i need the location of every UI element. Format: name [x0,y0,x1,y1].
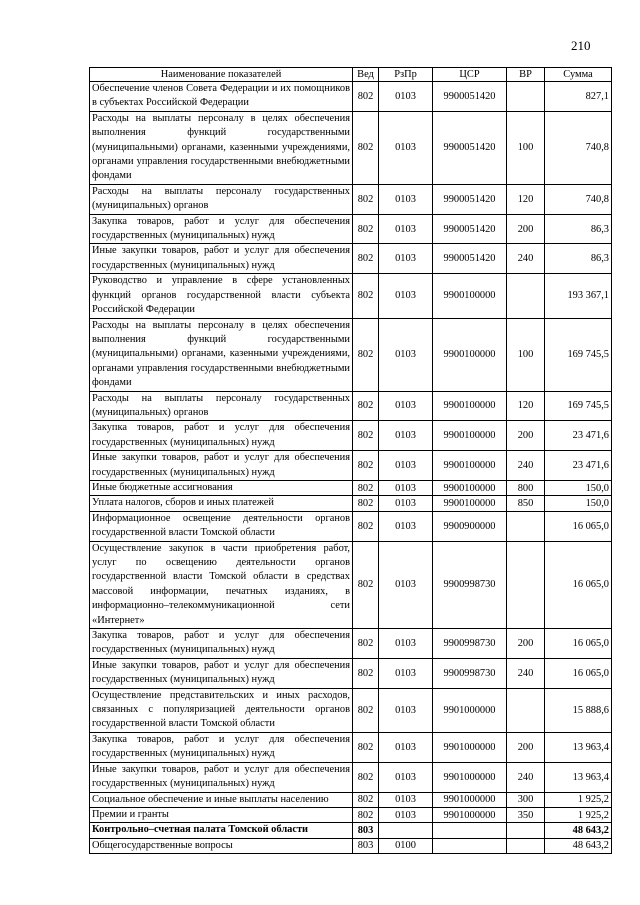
table-row [90,792,612,807]
cell-ved: 802 [353,391,379,421]
cell-csr: 9900100000 [433,318,507,391]
table-row [90,111,612,184]
cell-csr: 9900100000 [433,496,507,511]
cell-vr: 850 [507,496,545,511]
cell-ved: 802 [353,762,379,792]
table-header-row [90,68,612,82]
table-row [90,496,612,511]
cell-csr: 9900998730 [433,658,507,688]
cell-ved: 802 [353,244,379,274]
cell-ved: 802 [353,658,379,688]
cell-vr: 240 [507,451,545,481]
table-row [90,82,612,112]
cell-sum: 23 471,6 [545,451,612,481]
table-row [90,658,612,688]
cell-name: Расходы на выплаты персоналу в целях обеспечения выполнения функций государственными (муниципальными) органами, казенными учреждениями, органами управления государственными внебюджетными фондами [90,111,353,184]
cell-sum: 13 963,4 [545,732,612,762]
cell-csr: 9900100000 [433,391,507,421]
cell-vr: 200 [507,214,545,244]
cell-name: Социальное обеспечение и иные выплаты населению [90,792,353,807]
cell-sum: 1 925,2 [545,807,612,822]
cell-vr: 120 [507,391,545,421]
cell-sum: 827,1 [545,82,612,112]
cell-ved: 802 [353,688,379,732]
column-header-vr: ВР [507,68,545,82]
cell-rzpr: 0103 [379,274,433,318]
cell-csr: 9901000000 [433,688,507,732]
cell-vr: 200 [507,629,545,659]
column-header-sum: Сумма [545,68,612,82]
cell-ved: 802 [353,82,379,112]
table-row [90,807,612,822]
cell-ved: 802 [353,807,379,822]
cell-sum: 16 065,0 [545,629,612,659]
cell-name: Иные бюджетные ассигнования [90,480,353,495]
cell-rzpr: 0103 [379,244,433,274]
cell-sum: 86,3 [545,244,612,274]
cell-rzpr: 0103 [379,82,433,112]
page-number: 210 [571,38,591,53]
cell-sum: 23 471,6 [545,421,612,451]
cell-vr: 100 [507,318,545,391]
cell-name: Иные закупки товаров, работ и услуг для обеспечения государственных (муниципальных) нужд [90,658,353,688]
table-row [90,838,612,853]
cell-rzpr: 0103 [379,762,433,792]
cell-vr [507,823,545,838]
cell-ved: 802 [353,318,379,391]
cell-ved: 802 [353,792,379,807]
table-row [90,274,612,318]
cell-rzpr: 0103 [379,214,433,244]
cell-rzpr: 0103 [379,629,433,659]
cell-csr: 9900100000 [433,451,507,481]
cell-csr: 9900100000 [433,274,507,318]
cell-sum: 740,8 [545,111,612,184]
cell-rzpr: 0103 [379,111,433,184]
cell-name: Закупка товаров, работ и услуг для обеспечения государственных (муниципальных) нужд [90,214,353,244]
cell-name: Контрольно–счетная палата Томской области [90,823,353,838]
cell-csr: 9901000000 [433,792,507,807]
table-row [90,688,612,732]
cell-name: Уплата налогов, сборов и иных платежей [90,496,353,511]
cell-ved: 803 [353,823,379,838]
table-row [90,732,612,762]
column-header-rzpr: РзПр [379,68,433,82]
cell-ved: 802 [353,214,379,244]
cell-ved: 802 [353,496,379,511]
budget-table [89,67,612,854]
cell-name: Осуществление представительских и иных расходов, связанных с популяризацией деятельности органов государственной власти Томской области [90,688,353,732]
cell-vr: 120 [507,184,545,214]
cell-vr: 240 [507,658,545,688]
cell-sum: 1 925,2 [545,792,612,807]
cell-rzpr: 0103 [379,792,433,807]
cell-csr: 9900100000 [433,421,507,451]
cell-rzpr: 0103 [379,391,433,421]
table-row [90,823,612,838]
cell-rzpr: 0103 [379,451,433,481]
cell-sum: 86,3 [545,214,612,244]
cell-ved: 802 [353,629,379,659]
table-row [90,214,612,244]
cell-sum: 16 065,0 [545,658,612,688]
cell-name: Осуществление закупок в части приобретения работ, услуг по освещению деятельности органов государственной власти Томской области в средствах массовой информации, печатных изданиях, в информационно–телекоммуникационной сети «Интернет» [90,541,353,628]
cell-ved: 802 [353,421,379,451]
cell-csr [433,823,507,838]
table-row [90,511,612,541]
cell-rzpr: 0103 [379,184,433,214]
cell-sum: 48 643,2 [545,838,612,853]
cell-csr: 9901000000 [433,762,507,792]
cell-name: Обеспечение членов Совета Федерации и их помощников в субъектах Российской Федерации [90,82,353,112]
cell-ved: 802 [353,274,379,318]
column-header-csr: ЦСР [433,68,507,82]
cell-ved: 802 [353,111,379,184]
cell-sum: 150,0 [545,480,612,495]
cell-name: Иные закупки товаров, работ и услуг для обеспечения государственных (муниципальных) нужд [90,244,353,274]
cell-ved: 803 [353,838,379,853]
column-header-ved: Вед [353,68,379,82]
cell-sum: 13 963,4 [545,762,612,792]
cell-name: Информационное освещение деятельности органов государственной власти Томской области [90,511,353,541]
cell-sum: 48 643,2 [545,823,612,838]
cell-sum: 193 367,1 [545,274,612,318]
cell-rzpr [379,823,433,838]
cell-name: Расходы на выплаты персоналу государственных (муниципальных) органов [90,391,353,421]
cell-sum: 169 745,5 [545,391,612,421]
cell-rzpr: 0103 [379,318,433,391]
cell-csr: 9900051420 [433,244,507,274]
cell-sum: 169 745,5 [545,318,612,391]
cell-vr: 100 [507,111,545,184]
cell-sum: 16 065,0 [545,541,612,628]
cell-sum: 150,0 [545,496,612,511]
cell-rzpr: 0103 [379,511,433,541]
cell-csr [433,838,507,853]
cell-rzpr: 0103 [379,421,433,451]
cell-vr: 800 [507,480,545,495]
table-row [90,244,612,274]
table-row [90,184,612,214]
cell-name: Иные закупки товаров, работ и услуг для обеспечения государственных (муниципальных) нужд [90,451,353,481]
cell-name: Закупка товаров, работ и услуг для обеспечения государственных (муниципальных) нужд [90,421,353,451]
cell-rzpr: 0103 [379,658,433,688]
cell-vr [507,82,545,112]
table-row [90,391,612,421]
cell-csr: 9900051420 [433,111,507,184]
cell-rzpr: 0103 [379,541,433,628]
cell-vr [507,838,545,853]
cell-ved: 802 [353,541,379,628]
cell-ved: 802 [353,184,379,214]
cell-name: Расходы на выплаты персоналу в целях обеспечения выполнения функций государственными (муниципальными) органами, казенными учреждениями, органами управления государственными внебюджетными фондами [90,318,353,391]
cell-vr: 300 [507,792,545,807]
cell-vr [507,511,545,541]
cell-name: Руководство и управление в сфере установленных функций органов государственной власти субъекта Российской Федерации [90,274,353,318]
table-row [90,318,612,391]
cell-vr: 240 [507,762,545,792]
cell-csr: 9900900000 [433,511,507,541]
cell-name: Общегосударственные вопросы [90,838,353,853]
cell-sum: 15 888,6 [545,688,612,732]
cell-vr: 200 [507,732,545,762]
table-row [90,421,612,451]
cell-vr [507,688,545,732]
cell-csr: 9900051420 [433,214,507,244]
cell-rzpr: 0103 [379,807,433,822]
cell-csr: 9900051420 [433,82,507,112]
cell-rzpr: 0103 [379,480,433,495]
cell-csr: 9900051420 [433,184,507,214]
table-row [90,629,612,659]
cell-ved: 802 [353,480,379,495]
cell-rzpr: 0103 [379,732,433,762]
cell-ved: 802 [353,451,379,481]
cell-vr: 240 [507,244,545,274]
table-row [90,480,612,495]
column-header-name: Наименование показателей [90,68,353,82]
cell-name: Расходы на выплаты персоналу государственных (муниципальных) органов [90,184,353,214]
table-body [90,82,612,854]
cell-sum: 16 065,0 [545,511,612,541]
table-row [90,451,612,481]
cell-csr: 9900998730 [433,541,507,628]
cell-vr: 350 [507,807,545,822]
cell-csr: 9900100000 [433,480,507,495]
cell-vr [507,274,545,318]
cell-ved: 802 [353,732,379,762]
cell-name: Закупка товаров, работ и услуг для обеспечения государственных (муниципальных) нужд [90,629,353,659]
cell-name: Премии и гранты [90,807,353,822]
cell-sum: 740,8 [545,184,612,214]
cell-ved: 802 [353,511,379,541]
cell-csr: 9900998730 [433,629,507,659]
cell-rzpr: 0100 [379,838,433,853]
cell-vr: 200 [507,421,545,451]
cell-rzpr: 0103 [379,496,433,511]
cell-name: Иные закупки товаров, работ и услуг для обеспечения государственных (муниципальных) нужд [90,762,353,792]
cell-rzpr: 0103 [379,688,433,732]
table-row [90,541,612,628]
cell-name: Закупка товаров, работ и услуг для обеспечения государственных (муниципальных) нужд [90,732,353,762]
cell-csr: 9901000000 [433,807,507,822]
cell-vr [507,541,545,628]
table-row [90,762,612,792]
cell-csr: 9901000000 [433,732,507,762]
